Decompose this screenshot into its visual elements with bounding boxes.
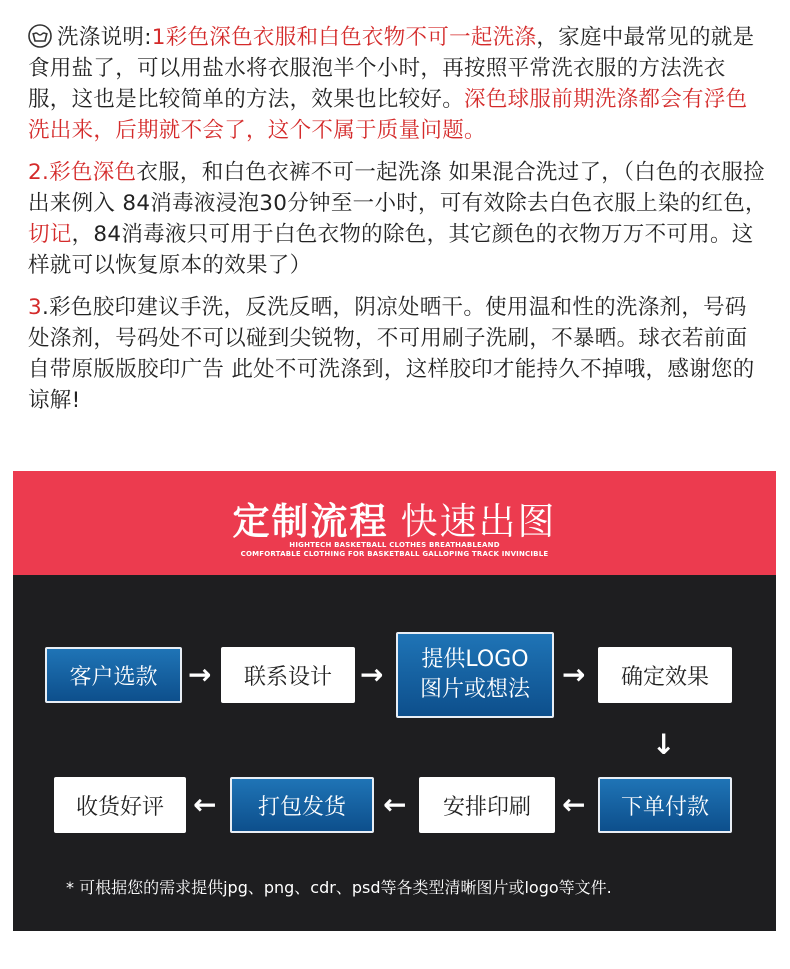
wash-title: 洗涤说明:	[57, 25, 152, 50]
arrow-left-icon: ←	[562, 788, 586, 821]
step-provide-logo-line-2: 图片或想法	[419, 677, 530, 702]
arrow-down-icon: ↓	[652, 728, 676, 761]
wash-note-3	[28, 292, 768, 416]
arrow-right-icon: →	[188, 658, 212, 691]
banner-en-line-1: HIGHTECH BASKETBALL CLOTHES BREATHABLEAND	[289, 541, 500, 549]
arrow-right-icon: →	[562, 658, 586, 691]
arrow-right-icon: →	[360, 658, 384, 691]
banner-title	[13, 491, 776, 545]
note1-warning: 1彩色深色衣服和白色衣物不可一起洗涤	[151, 25, 537, 50]
note3-number: 3	[28, 295, 42, 320]
step-contact-design: 联系设计	[221, 647, 355, 703]
note2-text-2: ，84消毒液只可用于白色衣物的除色，其它颜色的衣物万万不可用。这样就可以恢复原本的效果了）	[28, 222, 754, 278]
wash-note-1	[28, 22, 768, 146]
wash-tub-icon	[28, 24, 52, 48]
step-place-order: 下单付款	[598, 777, 732, 833]
wash-instructions	[28, 22, 768, 427]
note1-warning-2: 深色球服前期洗涤都会有浮色洗出来，后期就不会了，这个不属于质量问题。	[28, 87, 748, 143]
arrow-left-icon: ←	[193, 788, 217, 821]
note2-emphasis: 切记	[28, 222, 72, 247]
step-confirm-effect: 确定效果	[598, 647, 732, 703]
note2-warning: 2.彩色深色	[28, 160, 137, 185]
note3-text: .彩色胶印建议手洗，反洗反晒，阴凉处晒干。使用温和性的洗涤剂，号码处涤剂，号码处不可以碰到尖锐物，不可用刷子洗刷，不暴晒。球衣若前面自带原版版胶印广告 此处不可洗涤到，这样胶印才能持久不掉哦，感谢您的谅解!	[28, 295, 755, 413]
arrow-left-icon: ←	[383, 788, 407, 821]
file-format-note: * 可根据您的需求提供jpg、png、cdr、psd等各类型清晰图片或logo等文件.	[66, 878, 612, 897]
note2-text-1: 衣服，和白色衣裤不可一起洗涤 如果混合洗过了，（白色的衣服捡出来例入 84消毒液浸泡30分钟至一小时，可有效除去白色衣服上染的红色，	[28, 160, 767, 216]
process-banner	[13, 471, 776, 575]
step-provide-logo-line-1: 提供LOGO	[421, 647, 529, 672]
step-choose-style: 客户选款	[45, 647, 182, 703]
step-good-review: 收货好评	[54, 777, 186, 833]
wash-note-2	[28, 157, 768, 281]
note1-text: ，家庭中最常见的就是食用盐了，可以用盐水将衣服泡半个小时，再按照平常洗衣服的方法洗衣服，这也是比较简单的方法，效果也比较好。	[28, 25, 755, 112]
banner-title-sub: 快速出图	[400, 500, 557, 543]
step-pack-ship: 打包发货	[230, 777, 374, 833]
banner-title-bold: 定制流程	[232, 500, 389, 543]
step-arrange-printing: 安排印刷	[419, 777, 555, 833]
step-provide-logo	[396, 632, 554, 718]
banner-en-line-2: COMFORTABLE CLOTHING FOR BASKETBALL GALLOPING TRACK INVINCIBLE	[240, 550, 549, 558]
